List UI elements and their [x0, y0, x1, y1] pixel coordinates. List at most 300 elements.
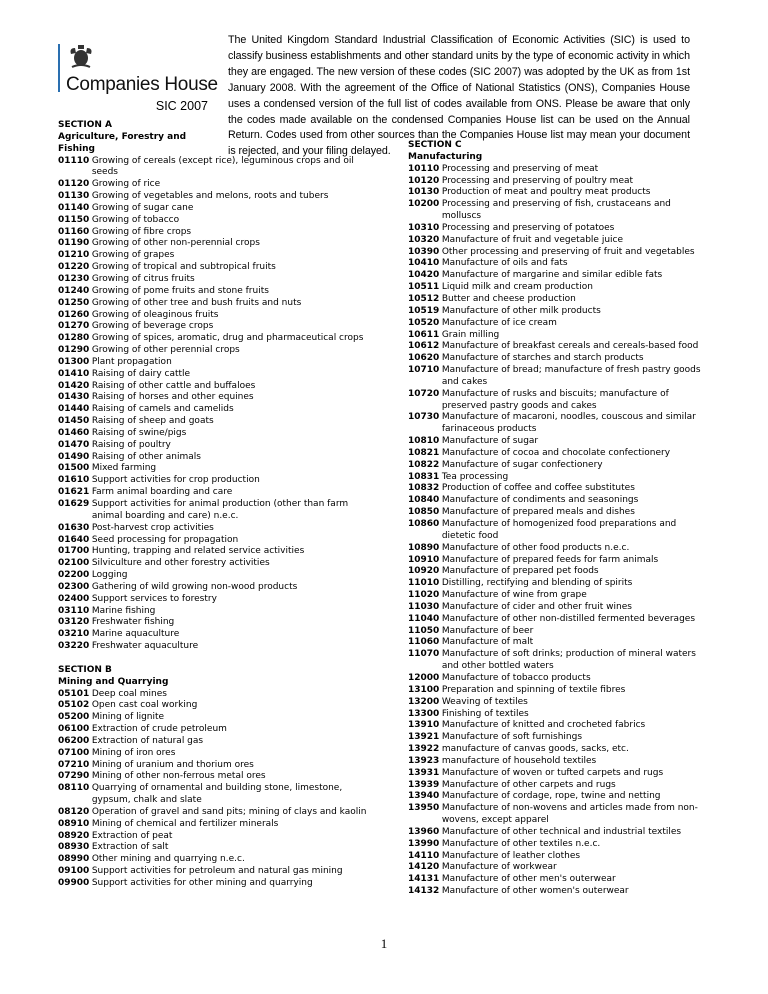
sic-entry: [58, 203, 370, 215]
sic-description: Plant propagation: [91, 356, 172, 367]
sic-description: Support activities for other mining and quarrying: [91, 878, 313, 888]
sic-code: 01210: [58, 250, 90, 261]
sic-code: 10850: [408, 507, 440, 518]
sic-description: Support activities for petroleum and natural gas mining: [91, 866, 343, 877]
sic-entry: [408, 353, 703, 365]
sic-description: Processing and preserving of fish, crustaceans and molluscs: [441, 199, 671, 222]
sic-description: Growing of cereals (except rice), leguminous crops and oil seeds: [91, 155, 354, 178]
sic-code: 14131: [408, 874, 440, 885]
sic-description: Manufacture of fruit and vegetable juice: [441, 234, 624, 245]
sic-entry: [58, 215, 370, 227]
section-name: Mining and Quarrying: [58, 676, 169, 687]
sic-description: Growing of other non-perennial crops: [91, 238, 260, 249]
sic-code: 01130: [58, 191, 90, 202]
sic-entry: [58, 345, 370, 357]
sic-entry: [408, 886, 703, 898]
sic-description: Extraction of crude petroleum: [91, 724, 227, 735]
sic-description: Growing of fibre crops: [91, 226, 192, 237]
sic-code: 13939: [408, 779, 440, 790]
sic-description: Raising of swine/pigs: [91, 427, 187, 438]
sic-code: 01629: [58, 499, 90, 509]
logo-name: Companies House: [66, 74, 218, 95]
sic-entry: [58, 298, 370, 310]
sic-code: 07210: [58, 759, 90, 770]
sic-code: 13910: [408, 720, 440, 731]
sic-description: Marine fishing: [91, 605, 156, 616]
sic-description: Growing of tropical and subtropical fruits: [91, 262, 276, 273]
sic-entry: [408, 282, 703, 294]
sic-code: 10910: [408, 554, 440, 565]
sic-code: 10710: [408, 365, 440, 376]
sic-entry: [408, 768, 703, 780]
sic-description: Manufacture of prepared meals and dishes: [441, 507, 635, 518]
sic-description: Manufacture of rusks and biscuits; manufacture of preserved pastry goods and cakes: [441, 388, 669, 411]
sic-entry: [58, 878, 370, 890]
sic-entry: [408, 223, 703, 235]
sic-description: Raising of camels and camelids: [91, 404, 234, 415]
sic-code: 03220: [58, 641, 90, 652]
sic-entry: [408, 495, 703, 507]
sic-code: 08930: [58, 842, 90, 853]
companies-house-logo: [58, 44, 218, 114]
sic-description: Growing of tobacco: [91, 214, 180, 225]
sic-description: Extraction of natural gas: [91, 735, 204, 746]
sic-code: 10832: [408, 483, 440, 494]
sic-entry: [58, 606, 370, 618]
sic-code: 01610: [58, 475, 90, 486]
sic-description: Manufacture of other textiles n.e.c.: [441, 838, 601, 849]
sic-description: Manufacture of malt: [441, 637, 534, 648]
sic-description: Manufacture of soft furnishings: [441, 732, 583, 743]
sic-entry: [58, 321, 370, 333]
sic-code: 10840: [408, 495, 440, 506]
sic-description: Liquid milk and cream production: [441, 282, 593, 293]
sic-entry: [58, 736, 370, 748]
sic-entry: [58, 428, 370, 440]
sic-code: 10390: [408, 246, 440, 257]
sic-description: Manufacture of tobacco products: [441, 672, 591, 683]
sic-description: Manufacture of sugar confectionery: [441, 459, 603, 470]
sic-code: 01420: [58, 380, 90, 391]
sic-description: Support activities for animal production (other than farm animal boarding and care) n.e.c.: [91, 499, 349, 521]
sic-entry: [408, 685, 703, 697]
sic-description: Mining of lignite: [91, 712, 165, 723]
sic-entry: [408, 566, 703, 578]
sic-description: Processing and preserving of poultry meat: [441, 175, 634, 186]
sic-code: 01621: [58, 487, 90, 498]
sic-entry: [58, 310, 370, 322]
sic-description: Preparation and spinning of textile fibres: [441, 684, 626, 695]
sic-entry: [58, 831, 370, 843]
section-name: Manufacturing: [408, 151, 483, 162]
sic-description: Farm animal boarding and care: [91, 487, 233, 498]
sic-code: 03110: [58, 605, 90, 616]
sic-entry: [408, 555, 703, 567]
sic-code: 05101: [58, 688, 90, 699]
sic-code: 11040: [408, 613, 440, 624]
sic-entry: [58, 760, 370, 772]
sic-description: Manufacture of starches and starch products: [441, 353, 644, 364]
sic-description: Manufacture of breakfast cereals and cereals-based food: [441, 341, 699, 352]
sic-entry: [58, 866, 370, 878]
sic-code: 10620: [408, 353, 440, 364]
sic-entry: [408, 412, 703, 436]
sic-entry: [58, 227, 370, 239]
sic-code: 01140: [58, 202, 90, 213]
sic-entry: [408, 697, 703, 709]
sic-description: Raising of horses and other equines: [91, 392, 254, 403]
sic-code: 10420: [408, 270, 440, 281]
sic-code: 10611: [408, 329, 440, 340]
sic-description: Deep coal mines: [91, 688, 167, 699]
sic-description: manufacture of household textiles: [441, 755, 597, 766]
sic-entry: [58, 286, 370, 298]
sic-entry: [58, 854, 370, 866]
sic-description: Growing of vegetables and melons, roots and tubers: [91, 191, 329, 202]
sic-code: 03210: [58, 629, 90, 640]
sic-code: 01630: [58, 522, 90, 533]
sic-description: Growing of citrus fruits: [91, 273, 195, 284]
logo-subtitle: SIC 2007: [155, 99, 208, 113]
sic-entry: [408, 543, 703, 555]
sic-description: Freshwater aquaculture: [91, 641, 199, 652]
sic-entry: [408, 330, 703, 342]
sic-description: Growing of oleaginous fruits: [91, 309, 219, 320]
sic-code: 01460: [58, 427, 90, 438]
sic-description: Extraction of peat: [91, 830, 173, 841]
sic-entry: [58, 807, 370, 819]
sic-description: Weaving of textiles: [441, 696, 528, 707]
sic-code: 01250: [58, 297, 90, 308]
sic-code: 13931: [408, 767, 440, 778]
sic-description: Operation of gravel and sand pits; mining of clays and kaolin: [91, 806, 367, 817]
sic-entry: [58, 523, 370, 535]
sic-code: 01260: [58, 309, 90, 320]
sic-entry: [58, 499, 370, 523]
sic-description: Manufacture of wine from grape: [441, 590, 587, 601]
sic-description: Growing of sugar cane: [91, 202, 194, 213]
sic-entry: [408, 614, 703, 626]
sic-code: 08920: [58, 830, 90, 841]
sic-entry: [58, 274, 370, 286]
sic-entry: [408, 176, 703, 188]
sic-entry: [408, 590, 703, 602]
sic-entry: [58, 819, 370, 831]
sic-code: 01190: [58, 238, 90, 249]
sic-entry: [408, 258, 703, 270]
sic-code: 02300: [58, 581, 90, 592]
sic-description: Gathering of wild growing non-wood products: [91, 581, 298, 592]
sic-entry: [58, 771, 370, 783]
sic-entry: [408, 306, 703, 318]
sic-description: Manufacture of workwear: [441, 862, 557, 873]
sic-description: Manufacture of ice cream: [441, 317, 557, 328]
sic-description: Raising of other animals: [91, 451, 201, 462]
sic-entry: [58, 156, 370, 180]
sic-description: Seed processing for propagation: [91, 534, 239, 545]
sic-code: 01700: [58, 546, 90, 557]
sic-entry: [58, 262, 370, 274]
sic-entry: [58, 700, 370, 712]
sic-code: 08110: [58, 783, 90, 794]
sic-entry: [58, 487, 370, 499]
sic-entry: [58, 594, 370, 606]
sic-entry: [58, 748, 370, 760]
sic-description: Hunting, trapping and related service activities: [91, 546, 305, 557]
sic-code: 01500: [58, 463, 90, 474]
section-title: SECTION A: [58, 120, 113, 130]
sic-description: Manufacture of other carpets and rugs: [441, 779, 616, 790]
sic-description: Growing of pome fruits and stone fruits: [91, 285, 269, 296]
sic-code: 13990: [408, 838, 440, 849]
sic-code: 01120: [58, 179, 90, 190]
sic-description: Manufacture of cordage, rope, twine and netting: [441, 791, 661, 802]
sic-entry: [408, 626, 703, 638]
sic-code: 11060: [408, 637, 440, 648]
sic-entry: [408, 709, 703, 721]
sic-description: Manufacture of oils and fats: [441, 258, 568, 269]
sic-description: Finishing of textiles: [441, 708, 529, 719]
sic-description: Growing of beverage crops: [91, 321, 214, 332]
sic-entry: [58, 712, 370, 724]
sic-code: 01150: [58, 214, 90, 225]
sic-description: Manufacture of cider and other fruit wines: [441, 601, 632, 612]
sic-code: 09100: [58, 866, 90, 877]
sic-code: 03120: [58, 617, 90, 628]
sic-entry: [408, 318, 703, 330]
sic-code: 11050: [408, 625, 440, 636]
sic-code: 10120: [408, 175, 440, 186]
sic-description: Manufacture of other non-distilled fermented beverages: [441, 613, 696, 624]
sic-code: 13940: [408, 791, 440, 802]
sic-entry: [408, 389, 703, 413]
sic-entry: [58, 381, 370, 393]
sic-entry: [408, 187, 703, 199]
left-column: [58, 120, 370, 890]
sic-description: Butter and cheese production: [441, 293, 576, 304]
sic-code: 10200: [408, 199, 440, 210]
sic-code: 07100: [58, 747, 90, 758]
sic-code: 10810: [408, 436, 440, 447]
sic-entry: [58, 641, 370, 653]
sic-code: 11020: [408, 590, 440, 601]
sic-code: 14132: [408, 886, 440, 897]
sic-description: Processing and preserving of meat: [441, 163, 599, 174]
sic-description: Manufacture of other milk products: [441, 305, 601, 316]
sic-code: 11030: [408, 601, 440, 612]
sic-code: 01640: [58, 534, 90, 545]
sic-code: 08120: [58, 806, 90, 817]
sic-description: Processing and preserving of potatoes: [441, 222, 615, 233]
sic-description: Raising of dairy cattle: [91, 368, 191, 379]
sic-code: 10890: [408, 542, 440, 553]
sic-description: Manufacture of knitted and crocheted fabrics: [441, 720, 646, 731]
sic-description: Manufacture of prepared feeds for farm animals: [441, 554, 659, 565]
sic-entry: [408, 507, 703, 519]
sic-description: Support services to forestry: [91, 593, 217, 604]
sic-description: Manufacture of other technical and industrial textiles: [441, 826, 682, 837]
sic-entry: [408, 235, 703, 247]
sic-entry: [58, 689, 370, 701]
sic-code: 10730: [408, 412, 440, 423]
sic-entry: [58, 333, 370, 345]
sic-code: 02400: [58, 593, 90, 604]
section-title: SECTION C: [408, 140, 462, 150]
sic-code: 13923: [408, 755, 440, 766]
sic-code: 08990: [58, 854, 90, 865]
sic-code: 09900: [58, 878, 90, 888]
sic-code: 02200: [58, 570, 90, 581]
sic-code: 10130: [408, 187, 440, 198]
sic-code: 01440: [58, 404, 90, 415]
sic-entry: [408, 365, 703, 389]
sic-entry: [58, 463, 370, 475]
sic-description: Mining of iron ores: [91, 747, 176, 758]
logo-accent-bar: [58, 44, 60, 92]
sic-entry: [58, 475, 370, 487]
sic-code: 10511: [408, 282, 440, 293]
sic-code: 10920: [408, 566, 440, 577]
sic-code: 01270: [58, 321, 90, 332]
sic-entry: [58, 440, 370, 452]
sic-entry: [408, 720, 703, 732]
sic-code: 01430: [58, 392, 90, 403]
sic-entry: [58, 392, 370, 404]
sic-entry: [58, 570, 370, 582]
sic-description: Mining of uranium and thorium ores: [91, 759, 254, 770]
sic-code: 13200: [408, 696, 440, 707]
sic-entry: [58, 558, 370, 570]
sic-description: Extraction of salt: [91, 842, 169, 853]
sic-entry: [408, 756, 703, 768]
sic-code: 10612: [408, 341, 440, 352]
sic-description: Growing of other tree and bush fruits and nuts: [91, 297, 302, 308]
sic-code: 10720: [408, 388, 440, 399]
section-title: SECTION B: [58, 664, 112, 675]
sic-code: 01450: [58, 416, 90, 427]
sic-code: 10310: [408, 222, 440, 233]
sic-entry: [408, 862, 703, 874]
sic-entry: [408, 341, 703, 353]
sic-entry: [58, 238, 370, 250]
sic-description: Manufacture of prepared pet foods: [441, 566, 599, 577]
sic-description: Mixed farming: [91, 463, 157, 474]
sic-entry: [408, 602, 703, 614]
right-column: [408, 140, 703, 898]
sic-entry: [58, 783, 370, 807]
sic-entry: [408, 448, 703, 460]
sic-code: 13960: [408, 826, 440, 837]
sic-description: Freshwater fishing: [91, 617, 175, 628]
sic-description: Raising of sheep and goats: [91, 416, 214, 427]
sic-description: Manufacture of soft drinks; production of mineral waters and other bottled waters: [441, 649, 696, 672]
sic-description: Mining of other non-ferrous metal ores: [91, 771, 266, 782]
sic-entry: [408, 649, 703, 673]
sic-entry: [408, 164, 703, 176]
sic-entry: [408, 791, 703, 803]
sic-code: 01410: [58, 368, 90, 379]
sic-description: Manufacture of non-wovens and articles made from non-wovens, except apparel: [441, 803, 698, 826]
sic-description: Production of meat and poultry meat products: [441, 187, 651, 198]
sic-entry: [408, 199, 703, 223]
sic-code: 02100: [58, 558, 90, 569]
sic-code: 01160: [58, 226, 90, 237]
sic-code: 13921: [408, 732, 440, 743]
sic-description: Other mining and quarrying n.e.c.: [91, 854, 245, 865]
section-spacer: [58, 653, 370, 665]
sic-code: 10519: [408, 305, 440, 316]
sic-description: Quarrying of ornamental and building stone, limestone, gypsum, chalk and slate: [91, 783, 343, 806]
sic-description: Silviculture and other forestry activities: [91, 558, 270, 569]
sic-entry: [408, 851, 703, 863]
sic-description: manufacture of canvas goods, sacks, etc.: [441, 744, 629, 755]
sic-description: Growing of rice: [91, 179, 161, 190]
intro-paragraph: The United Kingdom Standard Industrial Classification of Economic Activities (SIC) is used to classify business establishments and other standard units by the type of economic activity in which they are engaged. The new version of these codes (SIC 2007) was adopted by the UK as from 1st January 2008. With the agreement of the Office of National Statistics (ONS), Companies House uses a condensed version of the full list of codes available from ONS. Please be aware that only the codes made available on the condensed Companies House list can be used on the Annual Return. Codes used from other sources than the Companies House list may mean your document is rejected, and your filing delayed.: [228, 34, 690, 158]
sic-description: Growing of other perennial crops: [91, 345, 240, 356]
sic-code: 01290: [58, 345, 90, 356]
sic-entry: [408, 472, 703, 484]
sic-code: 06100: [58, 724, 90, 735]
sic-entry: [58, 546, 370, 558]
sic-code: 10110: [408, 163, 440, 174]
sic-description: Grain milling: [441, 329, 500, 340]
sic-code: 05102: [58, 700, 90, 711]
sic-code: 13300: [408, 708, 440, 719]
sic-entry: [58, 842, 370, 854]
sic-description: Manufacture of margarine and similar edible fats: [441, 270, 663, 281]
sic-entry: [58, 404, 370, 416]
sic-description: Raising of other cattle and buffaloes: [91, 380, 256, 391]
sic-code: 01470: [58, 439, 90, 450]
sic-code: 10822: [408, 459, 440, 470]
sic-entry: [58, 357, 370, 369]
sic-code: 13100: [408, 684, 440, 695]
sic-entry: [58, 629, 370, 641]
sic-description: Growing of spices, aromatic, drug and pharmaceutical crops: [91, 333, 364, 344]
sic-entry: [408, 483, 703, 495]
sic-entry: [58, 452, 370, 464]
sic-description: Raising of poultry: [91, 439, 171, 450]
sic-code: 11010: [408, 578, 440, 589]
sic-code: 06200: [58, 735, 90, 746]
sic-code: 10860: [408, 519, 440, 529]
sic-description: Marine aquaculture: [91, 629, 180, 640]
sic-code: 10410: [408, 258, 440, 269]
sic-code: 14120: [408, 862, 440, 873]
sic-entry: [408, 673, 703, 685]
sic-description: Manufacture of bread; manufacture of fresh pastry goods and cakes: [441, 365, 701, 387]
sic-entry: [408, 578, 703, 590]
sic-description: Manufacture of leather clothes: [441, 850, 581, 861]
sic-description: Manufacture of other women's outerwear: [441, 886, 629, 897]
sic-entry: [408, 803, 703, 827]
sic-description: Post-harvest crop activities: [91, 522, 214, 533]
sic-description: Manufacture of homogenized food preparations and dietetic food: [441, 519, 677, 541]
sic-description: Manufacture of other food products n.e.c.: [441, 542, 630, 553]
sic-code: 01240: [58, 285, 90, 296]
sic-description: Manufacture of beer: [441, 625, 534, 636]
sic-entry: [408, 744, 703, 756]
sic-code: 10821: [408, 447, 440, 458]
sic-code: 12000: [408, 672, 440, 683]
sic-entry: [58, 416, 370, 428]
sic-entry: [408, 827, 703, 839]
sic-entry: [408, 874, 703, 886]
sic-entry: [58, 617, 370, 629]
sic-entry: [408, 460, 703, 472]
sic-entry: [408, 519, 703, 543]
sic-entry: [58, 250, 370, 262]
